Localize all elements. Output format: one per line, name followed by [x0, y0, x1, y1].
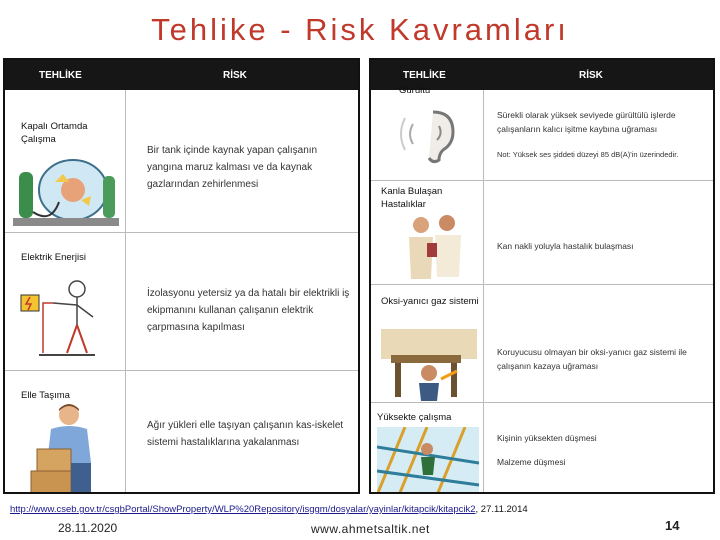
risk-text: Kan nakli yoluyla hastalık bulaşması [497, 241, 634, 251]
slide-title: Tehlike - Risk Kavramları [151, 12, 569, 47]
risk-text: Bir tank içinde kaynak yapan çalışanın yangına maruz kalması ve da kaynak gazlarından zehirlenmesi [147, 145, 318, 190]
ear-noise-illustration [395, 104, 465, 164]
table-row [371, 180, 713, 284]
hazard-label: Oksi-yanıcı gaz sistemi [381, 296, 479, 307]
left-header-risk: RİSK [223, 69, 247, 81]
hazard-label: Elle Taşıma [21, 390, 70, 401]
work-at-height-illustration [377, 427, 479, 494]
left-table-header [5, 60, 358, 90]
source-url-link[interactable]: http://www.cseb.gov.tr/csgbPortal/ShowProperty/WLP%20Repository/isggm/dosyalar/yayinlar/kitapcik/kitapcik2 [10, 504, 476, 515]
slide-date: 28.11.2020 [58, 521, 118, 535]
risk-text: Sürekli olarak yüksek seviyede gürültülü işlerde çalışanların kalıcı işitme kaybına uğraması [497, 110, 676, 134]
manual-handling-illustration [25, 401, 105, 494]
confined-space-welding-illustration [11, 152, 121, 230]
table-row [371, 60, 713, 180]
table-row [371, 284, 713, 402]
hazard-label: Elektrik Enerjisi [21, 252, 86, 263]
hazard-label: Yüksekte çalışma [377, 412, 452, 423]
table-row [5, 370, 358, 494]
hazard-label: Gürültü [399, 85, 431, 96]
left-header-hazard: TEHLİKE [39, 69, 82, 81]
electric-shock-illustration [19, 273, 109, 363]
hazard-label: Kapalı Ortamda Çalışma [21, 121, 88, 145]
hazard-label: Kanla Bulaşan Hastalıklar [381, 186, 443, 210]
right-hazard-risk-table [369, 58, 715, 494]
risk-text: Ağır yükleri elle taşıyan çalışanın kas-iskelet sistemi hastalıklarına yakalanması [147, 420, 344, 448]
risk-text: Kişinin yüksekten düşmesi [497, 433, 597, 443]
risk-text-2: Malzeme düşmesi [497, 457, 566, 467]
left-hazard-risk-table [3, 58, 360, 494]
right-header-hazard: TEHLİKE [403, 69, 446, 81]
risk-note: Not: Yüksek ses şiddeti düzeyi 85 dB(A)'in üzerindedir. [497, 150, 679, 159]
oxy-fuel-gas-illustration [381, 325, 477, 401]
table-row [371, 402, 713, 494]
site-name: www.ahmetsaltik.net [311, 522, 430, 536]
risk-text: İzolasyonu yetersiz ya da hatalı bir elektrikli iş ekipmanını kullanan çalışanın elektrik çarpmasına kapılması [147, 288, 350, 333]
risk-text: Koruyucusu olmayan bir oksi-yanıcı gaz sistemi ile çalışanın kazaya uğraması [497, 347, 687, 371]
table-row [5, 90, 358, 232]
page-number: 14 [665, 518, 680, 533]
right-header-risk: RİSK [579, 69, 603, 81]
source-date: , 27.11.2014 [475, 504, 528, 515]
source-citation [10, 504, 528, 515]
bloodborne-disease-illustration [403, 213, 467, 281]
table-row [5, 232, 358, 370]
